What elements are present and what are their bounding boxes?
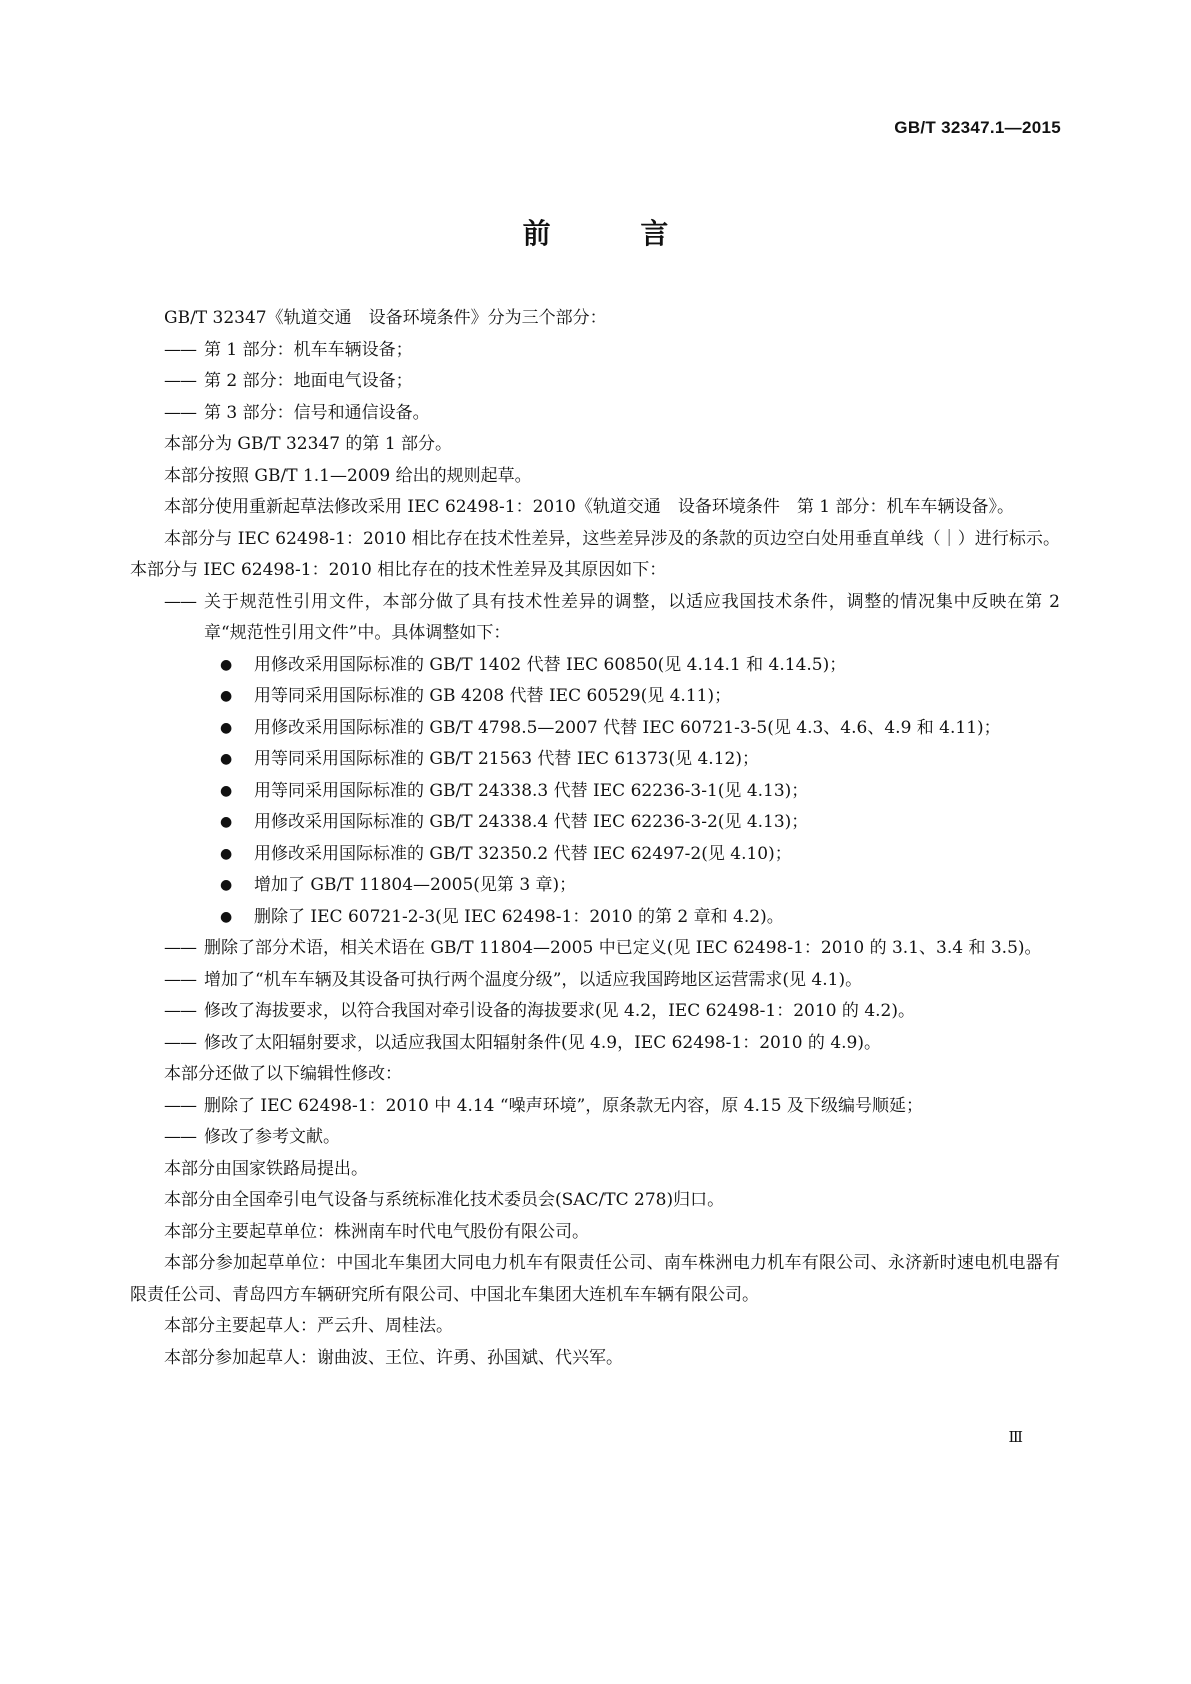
list-item [130, 1122, 1060, 1154]
dash-marker: —— [164, 591, 196, 612]
parts-intro: GB/T 32347《轨道交通 设备环境条件》分为三个部分： [164, 308, 607, 328]
bullet-icon: ● [220, 688, 233, 704]
list-item-text: 第 3 部分：信号和通信设备。 [204, 402, 430, 423]
list-item-text: 删除了 IEC 62498-1：2010 中 4.14 “噪声环境”，原条款无内容，原 4.15 及下级编号顺延； [204, 1095, 923, 1116]
list-item [130, 587, 1060, 650]
bullet-item [220, 681, 1060, 713]
bullet-text: 删除了 IEC 60721-2-3(见 IEC 62498-1：2010 的第 2 章和 4.2)。 [254, 906, 784, 927]
list-item [130, 398, 1060, 430]
bullet-item [220, 650, 1060, 682]
bullet-item [220, 807, 1060, 839]
bullet-text: 增加了 GB/T 11804—2005(见第 3 章)； [254, 875, 577, 895]
bullet-icon: ● [220, 751, 233, 767]
bullet-item [220, 870, 1060, 902]
list-item-text: 第 2 部分：地面电气设备； [204, 371, 413, 391]
list-item [130, 335, 1060, 367]
page-title: 前 言 [522, 217, 709, 250]
list-item-text: 增加了“机车车辆及其设备可执行两个温度分级”，以适应我国跨地区运营需求(见 4.1)。 [204, 969, 863, 990]
list-item-text: 修改了参考文献。 [204, 1127, 340, 1147]
bullet-text: 用修改采用国际标准的 GB/T 24338.4 代替 IEC 62236-3-2(见 4.13)； [254, 812, 809, 832]
bullet-text: 用修改采用国际标准的 GB/T 1402 代替 IEC 60850(见 4.14.1 和 4.14.5)； [254, 654, 847, 675]
bullet-text: 用等同采用国际标准的 GB 4208 代替 IEC 60529(见 4.11)； [254, 686, 732, 706]
bullet-item [220, 839, 1060, 871]
dash-marker: —— [164, 969, 196, 990]
paragraph: 本部分参加起草人：谢曲波、王位、许勇、孙国斌、代兴军。 [164, 1347, 623, 1368]
dash-marker: —— [164, 402, 196, 423]
bullet-text: 用等同采用国际标准的 GB/T 24338.3 代替 IEC 62236-3-1(见 4.13)； [254, 780, 809, 801]
list-item [130, 1091, 1060, 1123]
paragraph: 本部分使用重新起草法修改采用 IEC 62498-1：2010《轨道交通 设备环境条件 第 1 部分：机车车辆设备》。 [164, 497, 1014, 517]
bullet-item [220, 776, 1060, 808]
foreword-body [130, 303, 1060, 1374]
dash-marker: —— [164, 938, 196, 958]
bullet-icon: ● [220, 782, 233, 799]
list-item-text: 修改了海拔要求，以符合我国对牵引设备的海拔要求(见 4.2，IEC 62498-1：2010 的 4.2)。 [204, 1001, 915, 1021]
standard-code: GB/T 32347.1—2015 [894, 118, 1061, 137]
paragraph: 本部分主要起草单位：株洲南车时代电气股份有限公司。 [164, 1221, 589, 1242]
dash-marker: —— [164, 339, 196, 360]
list-item-text: 删除了部分术语，相关术语在 GB/T 11804—2005 中已定义(见 IEC 62498-1：2010 的 3.1、3.4 和 3.5)。 [204, 938, 1042, 958]
paragraph: 本部分主要起草人：严云升、周桂法。 [164, 1316, 453, 1336]
dash-marker: —— [164, 1127, 196, 1147]
list-item-text: 修改了太阳辐射要求，以适应我国太阳辐射条件(见 4.9，IEC 62498-1：2010 的 4.9)。 [204, 1032, 881, 1053]
paragraph: 本部分由国家铁路局提出。 [164, 1158, 368, 1179]
bullet-icon: ● [220, 845, 233, 862]
bullet-item [220, 902, 1060, 934]
dash-marker: —— [164, 371, 196, 391]
list-item [130, 366, 1060, 398]
paragraph: 本部分按照 GB/T 1.1—2009 给出的规则起草。 [164, 465, 532, 486]
list-item-text: 关于规范性引用文件，本部分做了具有技术性差异的调整，以适应我国技术条件，调整的情况集中反映在第 2 章“规范性引用文件”中。具体调整如下： [204, 591, 1060, 643]
list-item-text: 第 1 部分：机车车辆设备； [204, 339, 413, 360]
bullet-icon: ● [220, 908, 233, 925]
paragraph: 本部分与 IEC 62498-1：2010 相比存在技术性差异，这些差异涉及的条款的页边空白处用垂直单线（｜）进行标示。本部分与 IEC 62498-1：2010 相比存在的技术性差异及其原因如下： [130, 528, 1060, 580]
bullet-icon: ● [220, 877, 233, 893]
paragraph: 本部分为 GB/T 32347 的第 1 部分。 [164, 434, 453, 454]
list-item [130, 1028, 1060, 1060]
bullet-text: 用等同采用国际标准的 GB/T 21563 代替 IEC 61373(见 4.12)； [254, 749, 759, 769]
dash-marker: —— [164, 1032, 196, 1053]
bullet-icon: ● [220, 719, 233, 736]
paragraph: 本部分由全国牵引电气设备与系统标准化技术委员会(SAC/TC 278)归口。 [164, 1190, 725, 1210]
editorial-intro: 本部分还做了以下编辑性修改： [164, 1064, 402, 1084]
list-item [130, 965, 1060, 997]
bullet-text: 用修改采用国际标准的 GB/T 32350.2 代替 IEC 62497-2(见 4.10)； [254, 843, 792, 864]
bullet-icon: ● [220, 656, 233, 673]
dash-marker: —— [164, 1095, 196, 1116]
bullet-item [220, 744, 1060, 776]
bullet-item [220, 713, 1060, 745]
dash-marker: —— [164, 1001, 196, 1021]
page-number: Ⅲ [1008, 1428, 1023, 1446]
bullet-text: 用修改采用国际标准的 GB/T 4798.5—2007 代替 IEC 60721-3-5(见 4.3、4.6、4.9 和 4.11)； [254, 717, 1001, 738]
bullet-icon: ● [220, 814, 233, 830]
list-item [130, 933, 1060, 965]
paragraph: 本部分参加起草单位：中国北车集团大同电力机车有限责任公司、南车株洲电力机车有限公司、永济新时速电机电器有限责任公司、青岛四方车辆研究所有限公司、中国北车集团大连机车车辆有限公司。 [130, 1253, 1060, 1305]
list-item [130, 996, 1060, 1028]
bullet-list [130, 650, 1060, 934]
